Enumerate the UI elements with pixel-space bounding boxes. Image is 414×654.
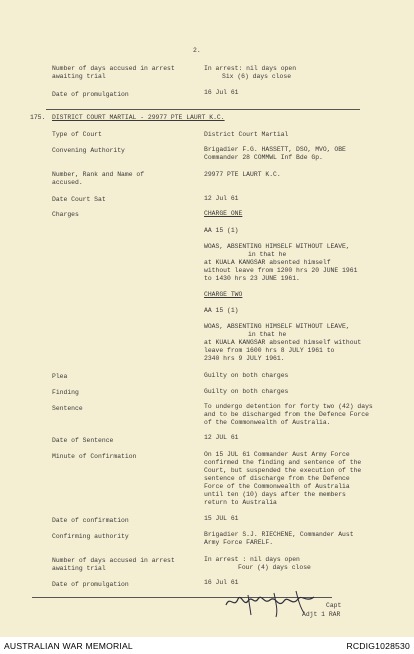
plea-value: Guilty on both charges: [204, 372, 289, 379]
charge-one-line: at KUALA KANGSAR absented himself: [204, 259, 331, 266]
separator-rule: [46, 109, 360, 110]
nrn-label-2: accused.: [52, 179, 83, 186]
footer-record-id: RCDIG1028530: [346, 641, 410, 651]
type-value: District Court Martial: [204, 131, 289, 138]
minute-line: return to Australia: [204, 499, 277, 506]
signature-rank: Capt: [326, 602, 342, 609]
entry-heading: DISTRICT COURT MARTIAL - 29977 PTE LAURT K.C.: [52, 114, 225, 121]
convening-label: Convening Authority: [52, 147, 125, 154]
convening-value-2: Commander 28 COMMWL Inf Bde Gp.: [204, 154, 323, 161]
days-in-arrest-value-2: Four (4) days close: [238, 564, 311, 571]
sentence-line: and to be discharged from the Defence Force: [204, 411, 369, 418]
sentence-label: Sentence: [52, 405, 83, 412]
minute-line: sentence of discharge from the Defence: [204, 475, 350, 482]
date-of-sentence-value: 12 JUL 61: [204, 434, 239, 441]
convening-value-1: Brigadier F.G. HASSETT, DSO, MVO, OBE: [204, 146, 346, 153]
charge-one-line: to 1430 hrs 23 JUNE 1961.: [204, 275, 300, 282]
charge-one-line: WOAS, ABSENTING HIMSELF WITHOUT LEAVE,: [204, 243, 350, 250]
finding-value: Guilty on both charges: [204, 388, 289, 395]
type-label: Type of Court: [52, 131, 102, 138]
confirming-authority-label: Confirming authority: [52, 533, 129, 540]
days-in-arrest-value-1: In arrest : nil days open: [204, 556, 300, 563]
charge-one-line: without leave from 1200 hrs 20 JUNE 1961: [204, 267, 358, 274]
top-days-label-2: awaiting trial: [52, 73, 106, 80]
minute-line: confirmed the finding and sentence of the: [204, 459, 362, 466]
top-days-value-1: In arrest: nil days open: [204, 65, 297, 72]
charge-one-line: in that he: [248, 251, 287, 258]
page-number: 2.: [193, 47, 201, 54]
charge-two-line: in that he: [248, 331, 287, 338]
charge-two-ref: AA 15 (1): [204, 307, 239, 314]
charge-two-line: WOAS, ABSENTING HIMSELF WITHOUT LEAVE,: [204, 323, 350, 330]
footer-institution: AUSTRALIAN WAR MEMORIAL: [4, 641, 133, 651]
promulgation-label: Date of promulgation: [52, 581, 129, 588]
charge-two-line: leave from 1600 hrs 8 JULY 1961 to: [204, 347, 335, 354]
minute-line: until ten (10) days after the members: [204, 491, 346, 498]
charge-two-heading: CHARGE TWO: [204, 291, 243, 298]
charges-label: Charges: [52, 211, 79, 218]
court-sat-label: Date Court Sat: [52, 196, 106, 203]
days-in-arrest-label-1: Number of days accused in arrest: [52, 557, 175, 564]
sentence-line: To undergo detention for forty two (42) days: [204, 403, 373, 410]
court-sat-value: 12 Jul 61: [204, 195, 239, 202]
nrn-value: 29977 PTE LAURT K.C.: [204, 171, 281, 178]
charge-two-line: 2340 hrs 9 JULY 1961.: [204, 355, 285, 362]
date-of-sentence-label: Date of Sentence: [52, 437, 114, 444]
entry-number: 175.: [30, 114, 46, 121]
date-of-confirmation-value: 15 JUL 61: [204, 515, 239, 522]
confirming-authority-value-1: Brigadier S.J. RIECHENE, Commander Aust: [204, 531, 354, 538]
sentence-line: of the Commonwealth of Australia.: [204, 419, 331, 426]
charge-two-line: at KUALA KANGSAR absented himself without: [204, 339, 362, 346]
days-in-arrest-label-2: awaiting trial: [52, 565, 106, 572]
date-of-confirmation-label: Date of confirmation: [52, 517, 129, 524]
top-days-label-1: Number of days accused in arrest: [52, 65, 175, 72]
top-prom-value: 16 Jul 61: [204, 89, 239, 96]
nrn-label-1: Number, Rank and Name of: [52, 171, 145, 178]
promulgation-value: 16 Jul 61: [204, 579, 239, 586]
confirming-authority-value-2: Army Force FARELF.: [204, 539, 274, 546]
minute-line: Court, but suspended the execution of the: [204, 467, 362, 474]
signature-appointment: Adjt 1 RAR: [302, 611, 341, 618]
charge-one-ref: AA 15 (1): [204, 227, 239, 234]
minute-line: On 15 JUL 61 Commander Aust Army Force: [204, 451, 350, 458]
minute-label: Minute of Confirmation: [52, 453, 137, 460]
top-days-value-2: Six (6) days close: [222, 73, 292, 80]
archive-footer: [0, 637, 414, 654]
top-prom-label: Date of promulgation: [52, 91, 129, 98]
charge-one-heading: CHARGE ONE: [204, 210, 243, 217]
finding-label: Finding: [52, 389, 79, 396]
plea-label: Plea: [52, 373, 68, 380]
minute-line: Force of the Commonwealth of Australia: [204, 483, 350, 490]
